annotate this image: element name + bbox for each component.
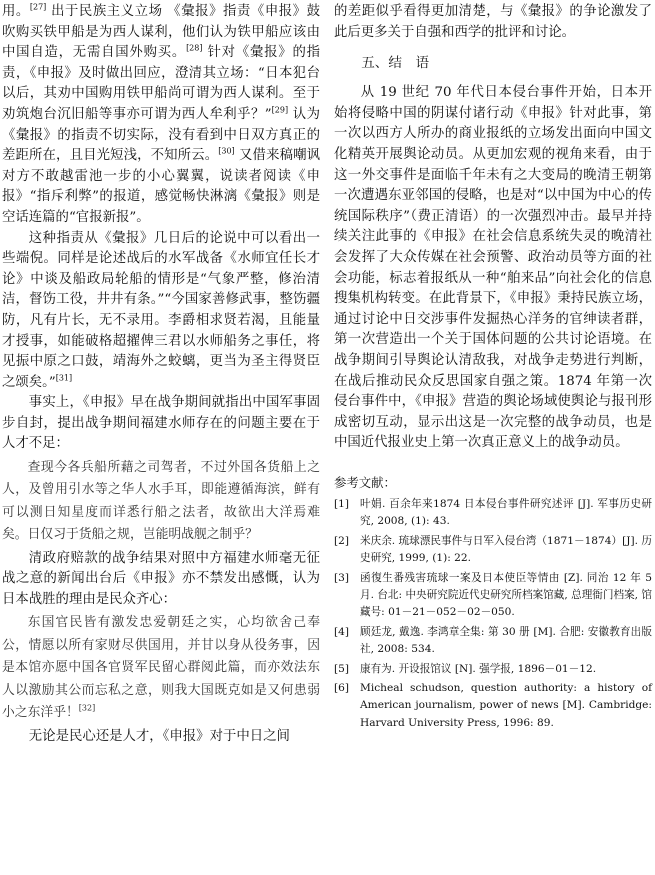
left-paragraph-5: 无论是民心还是人才，《申报》对于中日之间 — [28, 728, 290, 744]
citation: [30] — [218, 146, 235, 156]
left-paragraph-3: 事实上，《申报》早在战争期间就指出中国军事固步自封，提出战争期间福建水师存在的问题主要在于人才不足： — [2, 395, 320, 452]
left-paragraph-2: 这种指责从《彙报》几日后的论说中可以看出一些端倪。同样是论述战后的水军战备《水师宜任长才论》中谈及船政局轮船的情形是“气象严整，修治清洁，督饬工役，井井有条。”“今国家善修武事，整饬疆防，凡有片长，无不录用。李爵相求贤若渴，且能量才授事，如能破格超擢俾三君以水师船务之事任，将见振中原之口鼓，靖海外之蛟螭，更当为圣主得贤臣之颂矣。”[31] — [2, 230, 320, 390]
citation: [29] — [271, 105, 289, 115]
left-paragraph-4: 清政府赔款的战争结果对照中方福建水师毫无征战之意的新闻出台后《申报》亦不禁发出感慨，认为日本战胜的理由是民众齐心： — [2, 550, 320, 607]
citation: [32] — [78, 703, 96, 713]
citation: [31] — [55, 373, 73, 383]
reference-item: [1] 叶娟. 百余年来1874 日本侵台事件研究述评 [J]. 军事历史研究, 2008, (1): 43. — [334, 497, 652, 528]
citation: [27] — [29, 2, 47, 12]
citation: [28] — [186, 43, 203, 53]
left-column — [2, 2, 320, 747]
right-column — [334, 2, 652, 734]
quote-text: 查现今各兵船所藉之司驾者，不过外国各货船上之人，及曾用引水等之华人水手耳，即能遵循海滨，鲜有可以测日知星度而详悉行船之法者，故欲出大洋焉难矣。日仅习于货船之规，岂能明战舰之制乎？ — [2, 460, 320, 543]
references-list — [334, 496, 652, 732]
reference-item: [4] 顾廷龙, 戴逸. 李鸿章全集: 第 30 册 [M]. 合肥: 安徽教育出版社, 2008: 534. — [334, 625, 652, 656]
left-paragraph-1: 用。[27] 出于民族主义立场 《彙报》指责《申报》鼓吹购买铁甲船是为西人谋利，他们认为铁甲船应该由中国自造，无需自国外购买。[28] 针对《彙报》的指责，《申报》及时做出回应，澄清其立场：“日本犯台以后，其劝中国购用铁甲船尚可谓为西人谋利。至于劝筑炮台沉旧船等事亦可谓为西人牟利乎？”[29] 认为《彙报》的指责不切实际，没有看到中日双方真正的差距所在，且目光短浅，不知所云。[30] 又借来稿嘲讽对方不敢越雷池一步的小心翼翼，说读者阅读《申报》“指斥利弊”的报道，感觉畅快淋漓《彙报》则是空话连篇的“官报新报”。 — [2, 2, 321, 225]
reference-item: [2] 米庆余. 琉球漂民事件与日军入侵台湾（1871－1874）[J]. 历史研究, 1999, (1): 22. — [334, 534, 652, 565]
reference-item: [3] 函復生番残害琉球一案及日本使臣等情由 [Z]. 同治 12 年 5 月. 台北: 中央研究院近代史研究所档案馆藏, 总理衙门档案, 馆藏号: 01－21－052－02－050. — [334, 571, 652, 619]
reference-item: [5] 康有为. 开设报馆议 [N]. 强学报, 1896－01－12. — [334, 662, 597, 675]
right-paragraph-1: 的差距似乎看得更加清楚，与《彙报》的争论激发了此后更多关于自强和西学的批评和讨论。 — [334, 4, 652, 40]
reference-item: [6] Micheal schudson, question authority: a history of American journalism, power of news [M]. Cambridge: Harvard University Press, 1996: 89. — [334, 681, 652, 729]
right-paragraph-2: 从 19 世纪 70 年代日本侵台事件开始，日本开始将侵略中国的阴谋付诸行动《申报》针对此事，第一次以西方人所办的商业报纸的立场发出面向中国文化精英开展舆论动员。从更加宏观的视角来看，由于这一外交事件是面临千年未有之大变局的晚清王朝第一次遭遇东亚邻国的侵略，也是对“以中国为中心的传统国际秩序”（费正清语）的一次强烈冲击。最早并持续关注此事的《申报》在社会信息系统失灵的晚清社会发挥了大众传媒在社会预警、政治动员等方面的社会功能，标志着报纸从一种“舶来品”向社会化的信息搜集机构转变。在此背景下，《申报》秉持民族立场，通过讨论中日交涉事件发掘热心洋务的官绅读者群，第一次营造出一个关于国体问题的公共讨论语境。在战争期间引导舆论认清敌我，对战争走势进行判断，在战后推动民众反思国家自强之策。1874 年第一次侵台事件中，《申报》营造的舆论场域使舆论与报刊形成密切互动，显示出这是一次完整的战争动员，也是中国近代报业史上第一次真正意义上的战争动员。 — [334, 85, 652, 451]
block-quote-1 — [2, 455, 320, 549]
block-quote-2 — [2, 610, 320, 726]
references-title: 参考文献： — [334, 474, 396, 490]
section-heading: 五、结 语 — [361, 55, 430, 72]
quote-text: 东国官民皆有激发忠爱朝廷之实，心均欲舍己奉公，情愿以所有家财尽供国用，并甘以身从役务事，因是本馆亦愿中国各官贤军民留心群阅此篇，而亦效法东人以激励其公而忘私之意，则我大国既克如是又何患弱小之东洋乎！[32] — [2, 615, 320, 721]
